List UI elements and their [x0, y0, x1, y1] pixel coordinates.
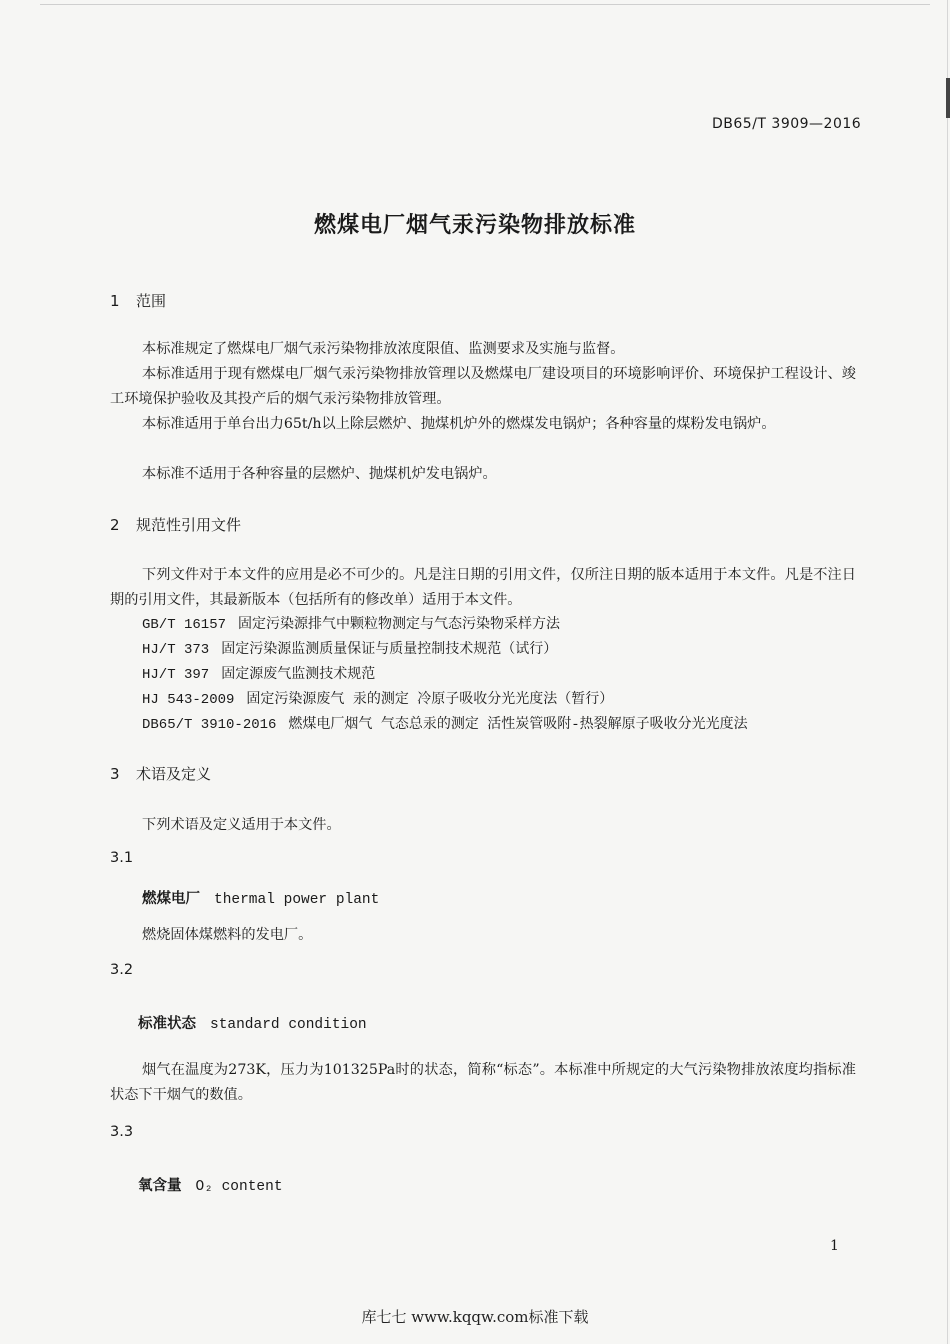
reference-code: DB65/T 3910-2016	[142, 717, 277, 733]
references-intro: 下列文件对于本文件的应用是必不可少的。凡是注日期的引用文件，仅所注日期的版本适用于本文件。凡是不注日期的引用文件，其最新版本（包括所有的修改单）适用于本文件。	[110, 567, 856, 608]
term-definition: 燃烧固体煤燃料的发电厂。	[142, 927, 313, 943]
section-title: 范围	[136, 292, 167, 310]
reference-item	[142, 638, 557, 658]
reference-item	[142, 663, 375, 683]
term-number: 3.2	[110, 962, 134, 978]
reference-item	[142, 688, 613, 708]
section-title: 术语及定义	[136, 765, 212, 783]
terms-intro: 下列术语及定义适用于本文件。	[142, 817, 341, 833]
term-chinese: 标准状态	[138, 1016, 196, 1032]
page-number: 1	[830, 1238, 839, 1254]
section-heading-scope	[110, 290, 166, 311]
term-chinese: 氧含量	[138, 1178, 182, 1194]
reference-title: 固定污染源废气 汞的测定 冷原子吸收分光光度法（暂行）	[246, 692, 614, 708]
term-number: 3.1	[110, 850, 134, 866]
term-chinese: 燃煤电厂	[142, 891, 200, 907]
reference-title: 固定污染源监测质量保证与质量控制技术规范（试行）	[221, 642, 558, 658]
scope-paragraph-3: 本标准适用于单台出力65t/h以上除层燃炉、抛煤机炉外的燃煤发电锅炉；各种容量的煤粉发电锅炉。	[142, 416, 776, 432]
scan-right-border	[947, 0, 948, 1344]
term-entry	[138, 1012, 367, 1033]
reference-code: HJ/T 397	[142, 667, 210, 683]
reference-code: HJ/T 373	[142, 642, 210, 658]
reference-title: 固定污染源排气中颗粒物测定与气态污染物采样方法	[238, 617, 561, 633]
scope-paragraph-1: 本标准规定了燃煤电厂烟气汞污染物排放浓度限值、监测要求及实施与监督。	[142, 341, 625, 357]
reference-code: HJ 543-2009	[142, 692, 235, 708]
scope-paragraph-4: 本标准不适用于各种容量的层燃炉、抛煤机炉发电锅炉。	[142, 466, 497, 482]
term-english: standard condition	[210, 1017, 367, 1033]
section-heading-terms	[110, 763, 211, 784]
scope-paragraph-2: 本标准适用于现有燃煤电厂烟气汞污染物排放管理以及燃煤电厂建设项目的环境影响评价、环境保护工程设计、竣工环境保护验收及其投产后的烟气汞污染物排放管理。	[110, 366, 856, 407]
scan-edge-mark	[946, 78, 950, 118]
term-entry	[138, 1174, 283, 1195]
section-number: 2	[110, 516, 120, 534]
term-definition: 烟气在温度为273K，压力为101325Pa时的状态，简称“标态”。本标准中所规定的大气污染物排放浓度均指标准状态下干烟气的数值。	[110, 1062, 856, 1103]
section-title: 规范性引用文件	[136, 516, 242, 534]
term-english: thermal power plant	[214, 892, 380, 908]
scan-top-border	[40, 4, 930, 5]
standard-code: DB65/T 3909—2016	[712, 116, 862, 132]
section-number: 1	[110, 292, 120, 310]
section-heading-normative-references	[110, 514, 241, 535]
reference-item	[142, 713, 748, 733]
page-title: 燃煤电厂烟气汞污染物排放标准	[313, 213, 636, 238]
term-english: O₂ content	[195, 1179, 283, 1195]
reference-code: GB/T 16157	[142, 617, 227, 633]
reference-title: 燃煤电厂烟气 气态总汞的测定 活性炭管吸附-热裂解原子吸收分光光度法	[288, 717, 748, 733]
term-number: 3.3	[110, 1124, 134, 1140]
reference-item	[142, 613, 560, 633]
reference-title: 固定源废气监测技术规范	[221, 667, 376, 683]
footer-watermark: 库七七 www.kqqw.com标准下载	[361, 1308, 589, 1326]
section-number: 3	[110, 765, 120, 783]
term-entry	[142, 887, 379, 908]
